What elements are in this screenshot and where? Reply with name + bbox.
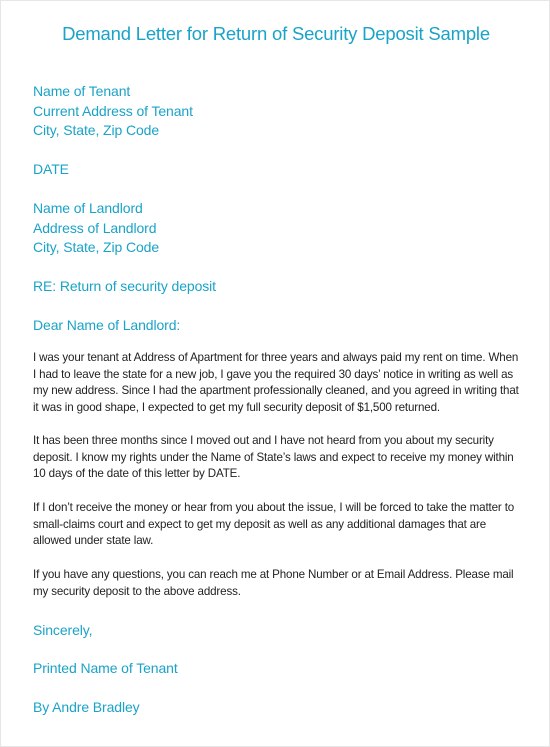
closing: Sincerely, xyxy=(33,622,93,638)
landlord-name: Name of Landlord xyxy=(33,200,143,216)
letter-date: DATE xyxy=(33,161,69,177)
body-paragraph: If I don’t receive the money or hear from you about the issue, I will be forced to take the matter to small-claims court and expect to get my deposit as well as any additional damages that are allowed under state law. xyxy=(33,501,515,548)
subject-line: RE: Return of security deposit xyxy=(33,278,216,294)
tenant-name: Name of Tenant xyxy=(33,83,131,99)
tenant-city-state-zip: City, State, Zip Code xyxy=(33,122,160,138)
tenant-address: Current Address of Tenant xyxy=(33,102,193,119)
body-paragraph: If you have any questions, you can reach me at Phone Number or at Email Address. Please mail my security deposit to the above address. xyxy=(33,568,514,598)
landlord-city-state-zip: City, State, Zip Code xyxy=(33,239,160,255)
salutation: Dear Name of Landlord: xyxy=(33,317,181,333)
landlord-address: Address of Landlord xyxy=(33,219,157,236)
tenant-address-block xyxy=(33,82,193,141)
body-paragraph: I was your tenant at Address of Apartment for three years and always paid my rent on time. When I had to leave the state for a new job, I gave you the required 30 days’ notice in writing as well as my new address. Since I had the apartment professionally cleaned, and you agreed in writing that it was in good shape, I expected to get my full security deposit of $1,500 returned. xyxy=(33,351,519,414)
signature: By Andre Bradley xyxy=(33,699,140,715)
landlord-address-block xyxy=(33,199,159,258)
document-title: Demand Letter for Return of Security Deposit Sample xyxy=(62,23,490,44)
printed-name: Printed Name of Tenant xyxy=(33,660,178,676)
body-paragraph: It has been three months since I moved out and I have not heard from you about my security deposit. I know my rights under the Name of State’s laws and expect to receive my money within 10 days of the date of this letter by DATE. xyxy=(33,434,514,481)
